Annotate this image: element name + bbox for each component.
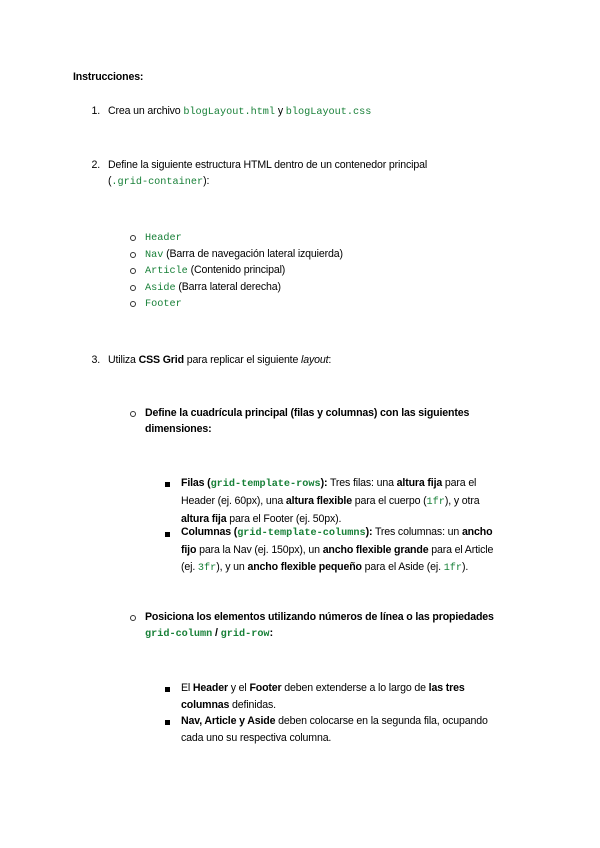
instructions-heading: Instrucciones: (73, 71, 144, 83)
sub1-title-line-1: Define la cuadrícula principal (filas y columnas) con las siguientes (145, 407, 470, 419)
sub2-title-line-1: Posiciona los elementos utilizando números de línea o las propiedades (145, 611, 494, 623)
sub1-title-line-2: dimensiones: (145, 423, 212, 435)
structure-item-footer: Footer (145, 299, 182, 310)
step-3-text: Utiliza CSS Grid para replicar el siguiente layout: (108, 354, 332, 366)
step-1-number: 1. (91, 105, 100, 117)
bullet-circle-icon (130, 301, 136, 307)
bullet-square-icon (165, 532, 170, 537)
structure-item-article: Article (Contenido principal) (145, 264, 286, 277)
bullet-square-icon (165, 720, 170, 725)
bullet-circle-icon (130, 285, 136, 291)
span-item: El Header y el Footer deben extenderse a lo largo de las tres columnas definidas. (181, 682, 465, 711)
sub2-title-line-2: grid-column / grid-row: (145, 627, 273, 640)
structure-item-header: Header (145, 233, 182, 244)
bullet-circle-icon (130, 615, 136, 621)
step-2-line-1: Define la siguiente estructura HTML dentro de un contenedor principal (108, 159, 428, 171)
step-1-text: Crea un archivo blogLayout.html y blogLayout.css (108, 105, 372, 118)
file-html-code: blogLayout.html (183, 107, 276, 118)
structure-item-nav: Nav (Barra de navegación lateral izquierda) (145, 248, 343, 261)
step-3-number: 3. (91, 354, 100, 366)
grid-container-code: .grid-container (111, 177, 204, 188)
step-2-line-2: (.grid-container): (108, 175, 210, 188)
structure-item-aside: Aside (Barra lateral derecha) (145, 281, 281, 294)
file-css-code: blogLayout.css (285, 107, 372, 118)
bullet-circle-icon (130, 411, 136, 417)
bullet-circle-icon (130, 252, 136, 258)
bullet-circle-icon (130, 268, 136, 274)
bullet-circle-icon (130, 235, 136, 241)
step-2-number: 2. (91, 159, 100, 171)
bullet-square-icon (165, 687, 170, 692)
placement-item: Nav, Article y Aside deben colocarse en la segunda fila, ocupando cada uno su respectiva columna. (181, 715, 488, 744)
rows-item: Filas (grid-template-rows): Tres filas: una altura fija para el Header (ej. 60px), una altura flexible para el cuerpo (1fr), y otra altura fija para el Footer (ej. 50px). (181, 477, 480, 525)
columns-item: Columnas (grid-template-columns): Tres columnas: un ancho fijo para la Nav (ej. 150px), un ancho flexible grande para el Article (ej. 3fr), y un ancho flexible pequeño para el Aside (ej. 1fr). (181, 526, 494, 574)
bullet-square-icon (165, 482, 170, 487)
